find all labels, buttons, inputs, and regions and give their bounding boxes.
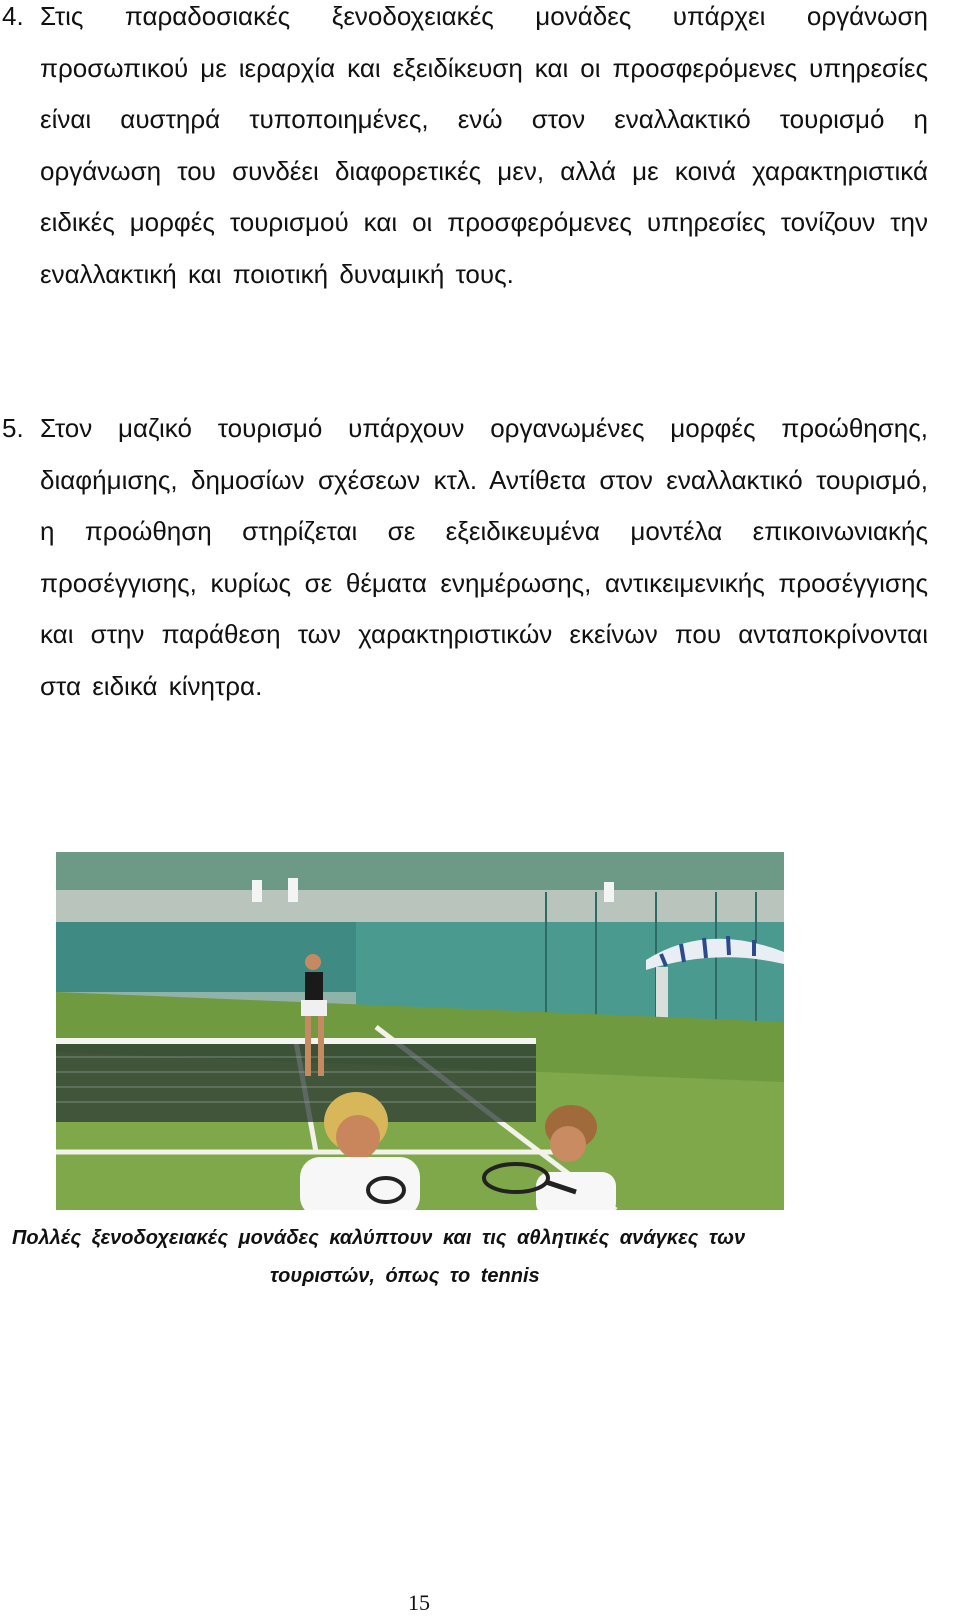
list-item-4 bbox=[2, 0, 928, 301]
photo-caption-line-1: Πολλές ξενοδοχειακές μονάδες καλύπτουν και τις αθλητικές ανάγκες των bbox=[12, 1227, 746, 1249]
item-number: 5. bbox=[2, 413, 24, 443]
item-text: Στον μαζικό τουρισμό υπάρχουν οργανωμένες μορφές προώθησης, διαφήμισης, δημοσίων σχέσεων κτλ. Αντίθετα στον εναλλακτικό τουρισμό, η προώθηση στηρίζεται σε εξειδικευμένα μοντέλα επικοινωνιακής προσέγγισης, κυρίως σε θέματα ενημέρωσης, αντικειμενικής προσέγγισης και στην παράθεση των χαρακτηριστικών εκείνων που ανταποκρίνονται στα ειδικά κίνητρα. bbox=[40, 413, 928, 701]
item-number: 4. bbox=[2, 1, 24, 31]
item-text: Στις παραδοσιακές ξενοδοχειακές μονάδες υπάρχει οργάνωση προσωπικού με ιεραρχία και εξειδίκευση και οι προσφερόμενες υπηρεσίες είναι αυστηρά τυποποιημένες, ενώ στον εναλλακτικό τουρισμό η οργάνωση του συνδέει διαφορετικές μεν, αλλά με κοινά χαρακτηριστικά ειδικές μορφές τουρισμού και οι προσφερόμενες υπηρεσίες τονίζουν την εναλλακτική και ποιοτική δυναμική τους. bbox=[40, 1, 928, 289]
page-number: 15 bbox=[408, 1590, 430, 1615]
tennis-photo bbox=[56, 852, 784, 1210]
list-item-5 bbox=[2, 403, 928, 713]
photo-caption-line-2: τουριστών, όπως το tennis bbox=[270, 1265, 540, 1287]
